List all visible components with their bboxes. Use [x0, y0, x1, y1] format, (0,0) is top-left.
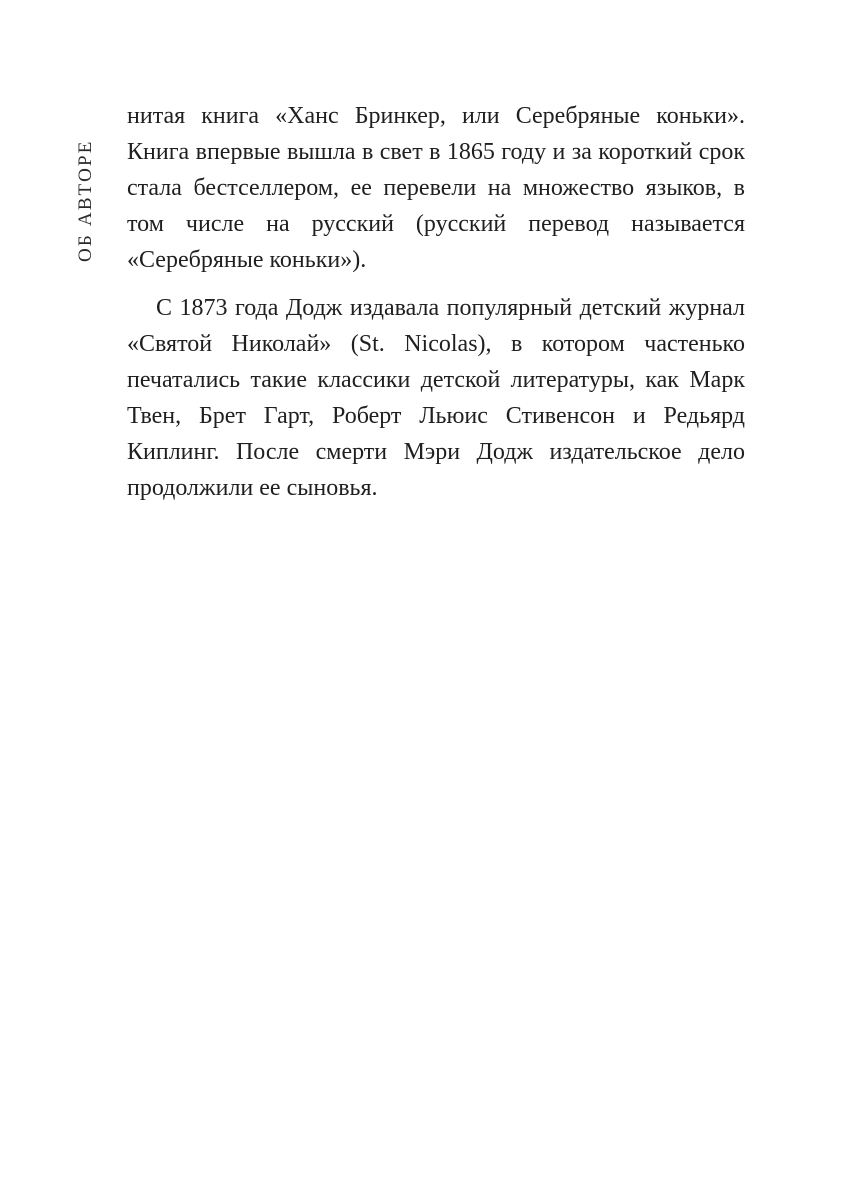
running-head — [73, 102, 97, 262]
body-text — [127, 98, 745, 518]
paragraph-continued: нитая книга «Ханс Бринкер, или Серебряные коньки». Книга впервые вышла в свет в 1865 году и за короткий срок стала бестселлером, ее перевели на множество языков, в том числе на русский (русский перевод называется «Серебряные коньки»). — [127, 103, 745, 273]
paragraph: С 1873 года Додж издавала популярный детский журнал «Святой Николай» (St. Nicolas), в котором частенько печатались такие классики детской литературы, как Марк Твен, Брет Гарт, Роберт Льюис Стивенсон и Редьярд Киплинг. После смерти Мэри Додж издательское дело продолжили ее сыновья. — [127, 295, 745, 501]
running-head-label: ОБ АВТОРЕ — [75, 139, 96, 262]
